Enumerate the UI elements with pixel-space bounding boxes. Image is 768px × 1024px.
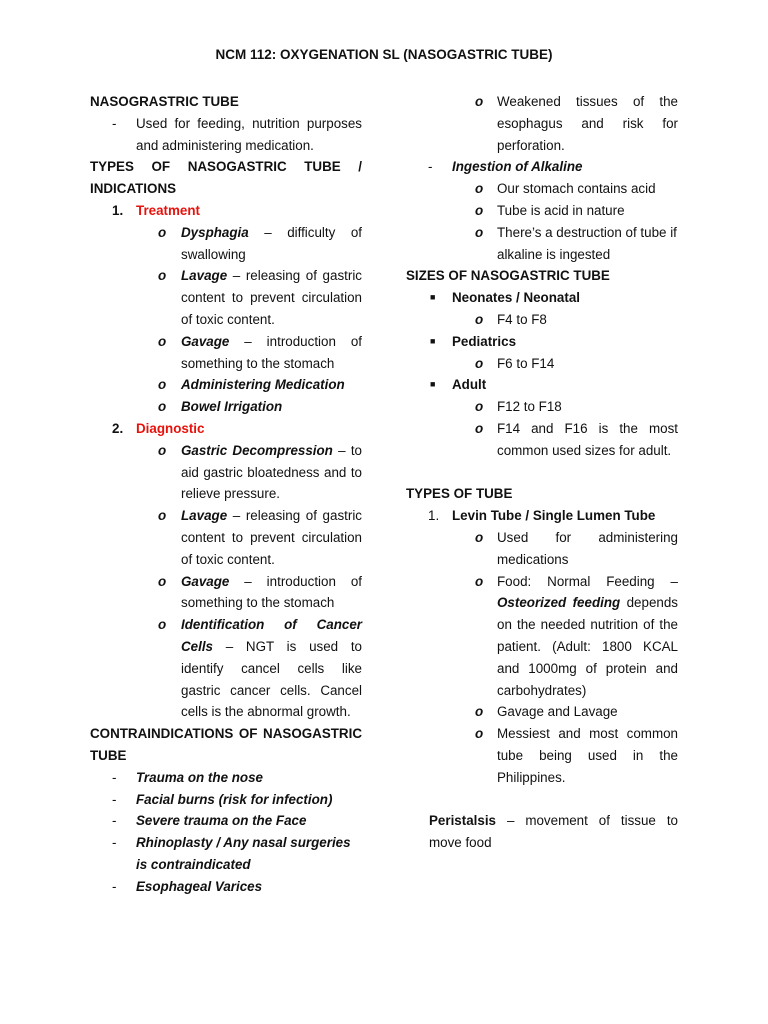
square-bullet-icon: ■	[430, 292, 436, 303]
list-item	[90, 876, 362, 898]
left-column	[90, 91, 362, 897]
circle-bullet-icon: o	[158, 333, 167, 349]
circle-bullet-icon: o	[475, 181, 484, 197]
heading-sizes: SIZES OF NASOGASTRIC TUBE	[406, 268, 610, 284]
levin-heading	[406, 505, 678, 527]
circle-bullet-icon: o	[158, 224, 167, 240]
page-title: NCM 112: OXYGENATION SL (NASOGASTRIC TUBE)	[215, 47, 553, 62]
heading-types-line1	[90, 156, 362, 200]
intro-item	[90, 113, 362, 157]
circle-bullet-icon: o	[475, 573, 484, 589]
list-item	[406, 200, 678, 222]
size-label: Adult	[452, 377, 487, 393]
peristalsis-desc: – movement of tissue to move food	[429, 813, 678, 851]
contra-text: Rhinoplasty / Any nasal surgeries is contraindicated	[136, 835, 351, 872]
list-item	[406, 723, 678, 788]
size-value: F12 to F18	[497, 399, 562, 415]
size-group	[406, 374, 678, 396]
size-label: Neonates / Neonatal	[452, 290, 580, 306]
list-item	[90, 222, 362, 266]
term: Gastric Decompression	[181, 442, 333, 458]
circle-bullet-icon: o	[475, 355, 484, 371]
dash-bullet: -	[112, 878, 117, 894]
term: Lavage	[181, 508, 228, 524]
square-bullet-icon: ■	[430, 335, 436, 346]
circle-bullet-icon: o	[158, 268, 167, 284]
circle-bullet-icon: o	[475, 94, 484, 109]
circle-bullet-icon: o	[475, 224, 484, 240]
continued-text: Weakened tissues of the esophagus and risk for perforation.	[497, 94, 678, 153]
list-item	[90, 832, 362, 876]
list-item	[406, 571, 678, 702]
levin-text: Food: Normal Feeding –	[497, 573, 678, 589]
dash-bullet: -	[112, 791, 117, 807]
levin-label: Levin Tube / Single Lumen Tube	[452, 508, 656, 524]
osteorized-feeding: Osteorized feeding	[497, 595, 621, 611]
list-item	[406, 353, 678, 375]
desc: – introduction of something to the stomach	[181, 333, 362, 371]
term: Lavage	[181, 268, 228, 284]
circle-bullet-icon: o	[475, 202, 484, 218]
size-value: F14 and F16 is the most common used sizes for adult.	[497, 420, 678, 458]
size-group	[406, 287, 678, 309]
dash-bullet: -	[112, 835, 117, 851]
list-item	[90, 265, 362, 330]
term: Gavage	[181, 573, 230, 589]
list-item	[90, 810, 362, 832]
right-column	[406, 91, 678, 854]
term: Bowel Irrigation	[181, 399, 283, 415]
term: Administering Medication	[181, 377, 345, 393]
circle-bullet-icon: o	[475, 420, 484, 436]
heading-types-indications: TYPES OF NASOGASTRIC TUBE / INDICATIONS	[90, 159, 362, 197]
circle-bullet-icon: o	[475, 704, 484, 720]
desc: – to aid gastric bloatedness and to relieve pressure.	[181, 442, 362, 502]
list-item	[406, 418, 678, 462]
circle-bullet-icon: o	[475, 399, 484, 415]
circle-bullet-icon: o	[158, 399, 167, 415]
dash-bullet: -	[112, 813, 117, 829]
alkaline-label: Ingestion of Alkaline	[452, 159, 583, 175]
list-item	[90, 571, 362, 615]
list-item	[90, 767, 362, 789]
circle-bullet-icon: o	[475, 529, 484, 545]
spacer	[406, 462, 678, 484]
list-item	[90, 789, 362, 811]
list-item	[90, 505, 362, 570]
number-marker: 1.	[428, 508, 440, 524]
levin-text: depends on the needed nutrition of the patient. (Adult: 1800 KCAL and 1000mg of protein and carbohydrates)	[497, 595, 678, 698]
alkaline-text: There’s a destruction of tube if alkaline is ingested	[497, 224, 677, 262]
treatment-heading	[90, 200, 362, 222]
size-group	[406, 331, 678, 353]
heading-nasogastric-tube: NASOGRASTRIC TUBE	[90, 94, 239, 109]
list-item	[406, 527, 678, 571]
spacer	[406, 789, 678, 811]
intro-text: Used for feeding, nutrition purposes and administering medication.	[136, 115, 362, 153]
dash-bullet: -	[112, 115, 117, 131]
alkaline-heading	[406, 156, 678, 178]
circle-bullet-icon: o	[475, 726, 484, 742]
size-value: F6 to F14	[497, 355, 555, 371]
diagnostic-label: Diagnostic	[136, 420, 205, 436]
list-item	[90, 440, 362, 505]
list-item	[406, 309, 678, 331]
levin-text: Used for administering medications	[497, 529, 678, 567]
treatment-label: Treatment	[136, 202, 200, 218]
contra-text: Severe trauma on the Face	[136, 813, 307, 829]
term: Gavage	[181, 333, 230, 349]
list-item	[406, 91, 678, 156]
desc: – releasing of gastric content to prevent circulation of toxic content.	[181, 268, 362, 327]
diagnostic-heading	[90, 418, 362, 440]
circle-bullet-icon: o	[158, 617, 167, 633]
list-item	[406, 178, 678, 200]
alkaline-text: Our stomach contains acid	[497, 181, 656, 197]
dash-bullet: -	[428, 159, 433, 175]
list-item	[406, 701, 678, 723]
desc: – introduction of something to the stomach	[181, 573, 362, 611]
list-item	[90, 331, 362, 375]
peristalsis-para	[406, 810, 678, 854]
levin-text: Gavage and Lavage	[497, 704, 618, 720]
circle-bullet-icon: o	[158, 508, 167, 524]
term: Dysphagia	[181, 224, 249, 240]
desc: – difficulty of swallowing	[181, 224, 362, 262]
list-item	[90, 374, 362, 396]
circle-bullet-icon: o	[158, 377, 167, 393]
list-item	[90, 614, 362, 723]
contra-text: Trauma on the nose	[136, 769, 263, 785]
dash-bullet: -	[112, 769, 117, 785]
term: Identification of Cancer Cells	[181, 617, 362, 654]
list-item	[406, 222, 678, 266]
size-value: F4 to F8	[497, 311, 547, 327]
size-label: Pediatrics	[452, 333, 517, 349]
levin-text: Messiest and most common tube being used in the Philippines.	[497, 726, 678, 785]
desc: – NGT is used to identify cancel cells like gastric cancer cells. Cancel cells is the abnormal growth.	[181, 638, 362, 720]
heading-types-of-tube: TYPES OF TUBE	[406, 486, 513, 502]
number-marker: 1.	[112, 202, 124, 218]
circle-bullet-icon: o	[158, 442, 167, 458]
circle-bullet-icon: o	[475, 311, 484, 327]
peristalsis-term: Peristalsis	[429, 813, 496, 829]
list-item	[406, 396, 678, 418]
heading-contraindications: CONTRAINDICATIONS OF NASOGASTRIC TUBE	[90, 726, 362, 763]
number-marker: 2.	[112, 420, 124, 436]
contra-text: Esophageal Varices	[136, 878, 263, 894]
desc: – releasing of gastric content to prevent circulation of toxic content.	[181, 508, 362, 567]
contra-text: Facial burns (risk for infection)	[136, 791, 333, 807]
list-item	[90, 396, 362, 418]
square-bullet-icon: ■	[430, 379, 436, 390]
alkaline-text: Tube is acid in nature	[497, 202, 625, 218]
circle-bullet-icon: o	[158, 573, 167, 589]
